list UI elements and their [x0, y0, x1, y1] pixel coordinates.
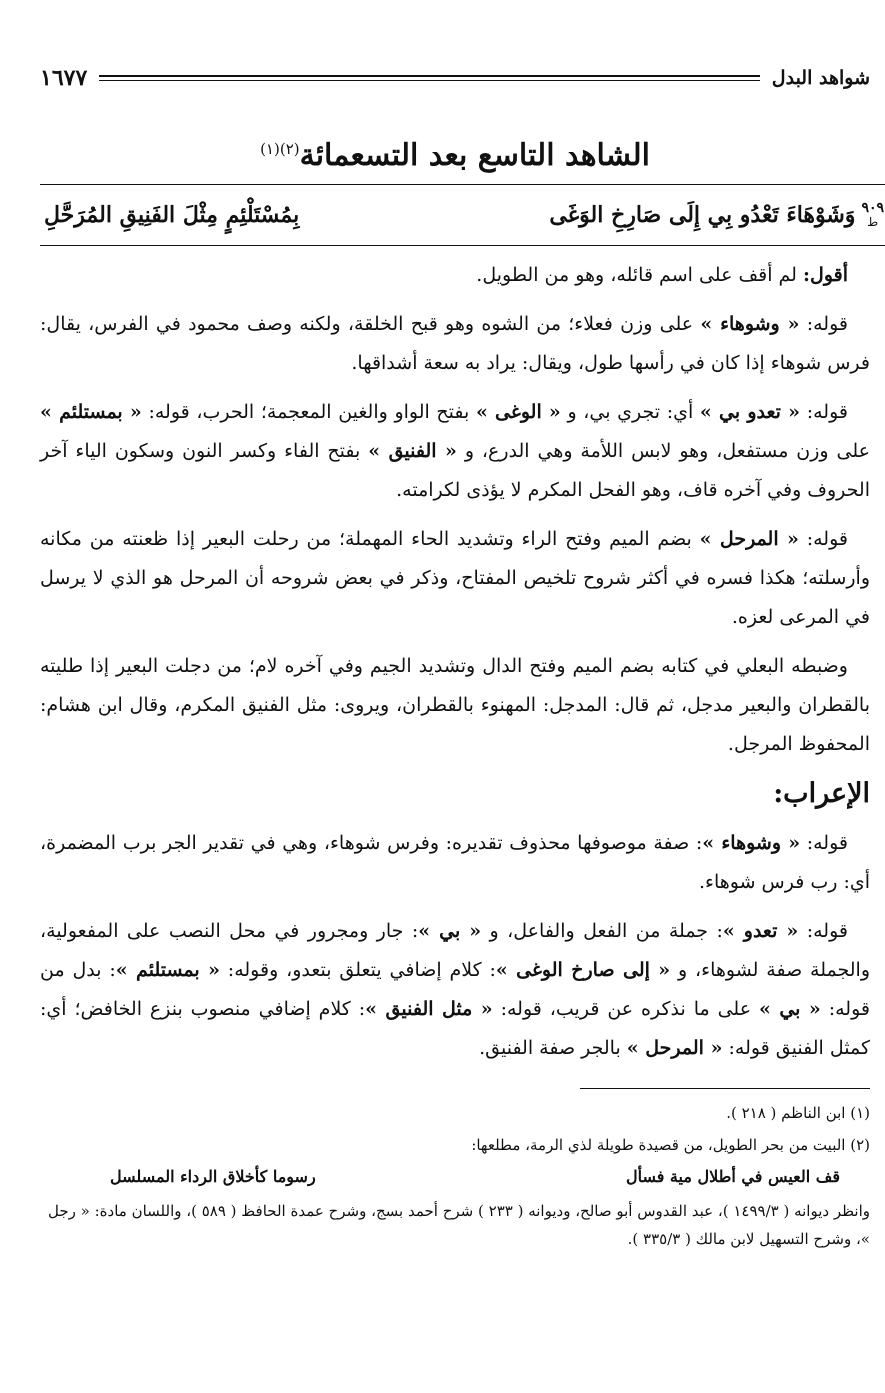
paragraph-2 [40, 305, 870, 383]
commentary [40, 256, 870, 1068]
paragraph-text: أي: تجري بي، و [560, 401, 700, 423]
quoted-word: « الوغى » [475, 401, 561, 423]
verse-number-value: ٩٠٩ [861, 200, 884, 216]
running-title: شواهد البدل [771, 67, 870, 89]
quoted-word: « الفنيق » [368, 440, 457, 462]
footnote-3: وانظر ديوانه ( ١٤٩٩/٣ )، عبد القدوس أبو صالح، وديوانه ( ٢٣٣ ) شرح أحمد بسج، وشرح عمدة الحافظ ( ٥٨٩ )، واللسان مادة: « رجل »، وشرح التسهيل لابن مالك ( ٣٣٥/٣ ). [48, 1202, 870, 1248]
paragraph-text: قوله: [799, 313, 848, 335]
quoted-word: « المرحل » [699, 528, 799, 550]
footnote-rule [580, 1088, 870, 1089]
paragraph-text: : بدل من قوله: [40, 959, 870, 1020]
footnote-verse [40, 1163, 870, 1191]
paragraph-text: على وزن مستفعل، وهو لابس اللأمة وهي الدرع، و [456, 440, 870, 462]
paragraph-text: : جار ومجرور في محل النصب على المفعولية، والجملة صفة لشوهاء، و [40, 920, 870, 981]
quoted-word: « المرحل » [626, 1037, 723, 1059]
quoted-word: « بمستلئم » [115, 959, 220, 981]
paragraph-3 [40, 393, 870, 510]
quoted-word: « إلى صارخ الوغى » [495, 959, 671, 981]
paragraph-text: بالجر صفة الفنيق. [479, 1037, 627, 1059]
footnote-1: (١) ابن الناظم ( ٢١٨ ). [726, 1104, 870, 1122]
paragraph-text: : كلام إضافي يتعلق بتعدو، وقوله: [219, 959, 496, 981]
quoted-word: « تعدو » [722, 920, 799, 942]
running-header [40, 58, 870, 98]
paragraph-text: على وزن فعلاء؛ من الشوه وهو قبح الخلقة، ولكنه وصف محمود في الفرس، يقال: فرس شوهاء إذا كان في رأسها طول، ويقال: يراد به سعة أشداقها. [40, 313, 870, 374]
paragraph-text: بفتح الواو والغين المعجمة؛ الحرب، قوله: [141, 401, 476, 423]
paragraph-text: : كلام إضافي منصوب بنزع الخافض؛ أي: كمثل الفنيق قوله: [40, 998, 870, 1059]
verse-second-half: بِمُسْتَلْئِمٍ مِثْلَ الفَنِيقِ المُرَحَّلِ [44, 202, 300, 228]
paragraph-1 [40, 256, 870, 295]
quoted-word: « بي » [418, 920, 482, 942]
paragraph-text: : جملة من الفعل والفاعل، و [481, 920, 723, 942]
quoted-word: « تعدو بي » [699, 401, 801, 423]
paragraph-text: قوله: [798, 920, 848, 942]
paragraph-text: قوله: [800, 832, 848, 854]
verse-marker: ط [867, 215, 879, 229]
quoted-word: « مثل الفنيق » [365, 998, 493, 1020]
quoted-word: « بي » [758, 998, 821, 1020]
paragraph-7 [40, 912, 870, 1068]
quoted-word: « وشوهاء » [700, 313, 800, 335]
footnote-verse-second-half: رسوما كأخلاق الرداء المسلسل [110, 1167, 316, 1186]
paragraph-text: قوله: [798, 528, 848, 550]
paragraph-text: على ما نذكره عن قريب، قوله: [492, 998, 759, 1020]
quoted-word: « بمستلئم » [40, 401, 142, 423]
verse-number [861, 201, 884, 229]
footnote-ref: (٢)(١) [260, 140, 300, 158]
verse-first-half: وَشَوْهَاءَ تَعْدُو بِي إِلَى صَارِخِ الوَغَى [549, 202, 856, 228]
paragraph-text: لم أقف على اسم قائله، وهو من الطويل. [476, 264, 803, 286]
lead-word: أقول: [803, 264, 848, 286]
page-number: ١٦٧٧ [40, 65, 88, 91]
paragraph-text: : صفة موصوفها محذوف تقديره: وفرس شوهاء، وهي في تقدير الجر برب المضمرة، أي: رب فرس شوهاء. [40, 832, 870, 893]
paragraph-text: بضم الميم وفتح الراء وتشديد الحاء المهملة؛ من رحلت البعير إذا ظعنته من مكانه وأرسلته؛ هكذا فسره في أكثر شروح تلخيص المفتاح، وذكر في بعض شروحه أن المرحل هو الذي لا يرسل في المرعى لعزه. [40, 528, 870, 628]
footnote-2: (٢) البيت من بحر الطويل، من قصيدة طويلة لذي الرمة، مطلعها: [471, 1136, 870, 1154]
paragraph-text: بفتح الفاء وكسر النون وسكون الياء آخر الحروف وفي آخره قاف، وهو الفحل المكرم لا يؤذى لكرامته. [40, 440, 870, 501]
paragraph-6 [40, 824, 870, 902]
paragraph-5 [40, 647, 870, 764]
footnotes [40, 1099, 870, 1253]
quoted-word: « وشوهاء » [702, 832, 801, 854]
irab-heading: الإعراب: [773, 778, 870, 809]
book-page [40, 58, 884, 1257]
footnote-verse-first-half: قف العيس في أطلال مية فسأل [625, 1167, 840, 1186]
section-title [40, 128, 870, 173]
verse-box [40, 184, 885, 246]
section-title-text: الشاهد التاسع بعد التسعمائة [299, 138, 650, 173]
paragraph-4 [40, 520, 870, 637]
header-rule [99, 75, 760, 81]
paragraph-text: قوله: [800, 401, 848, 423]
paragraph-text: وضبطه البعلي في كتابه بضم الميم وفتح الدال وتشديد الجيم وفي آخره لام؛ من دجلت البعير إذا طليته بالقطران والبعير مدجل، ثم قال: المدجل: المهنوء بالقطران، ويروى: مثل الفنيق المكرم، وقال ابن هشام: المحفوظ المرجل. [40, 655, 870, 755]
